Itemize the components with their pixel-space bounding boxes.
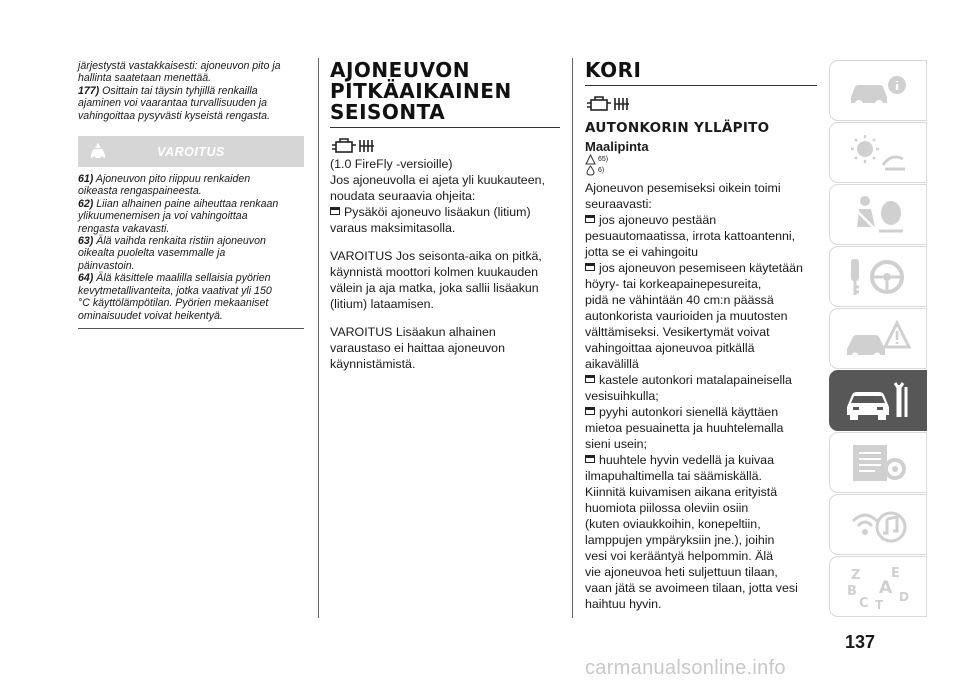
bullet-item (585, 404, 817, 420)
battery-bullet-icon (330, 207, 340, 215)
right-column (585, 60, 817, 612)
text-line: Liian alhainen paine aiheuttaa renkaan (96, 197, 279, 210)
tab-multimedia[interactable] (829, 494, 927, 555)
title-line: SEISONTA (330, 100, 446, 124)
text-line: käynnistä moottori kolmen kuukauden (330, 265, 539, 279)
reference-note (585, 154, 817, 165)
text-line: järjestystä vastakkaisesti: ajoneuvon pito ja (78, 60, 281, 72)
warning-item (78, 173, 304, 198)
note-number: 177) (78, 84, 100, 97)
reference-number: 6) (598, 167, 605, 174)
text-line: mietoa pesuainetta ja huuhtelemalla (585, 421, 784, 435)
text-line: oikealta puolelta vasemmalle ja (78, 247, 226, 260)
text-line: autonkorista vaurioiden ja muutosten (585, 309, 788, 323)
watermark: carmanualsonline.info (585, 657, 786, 679)
index-letter: D (899, 589, 909, 604)
intro-text (78, 60, 304, 85)
text-line: seuraavasti: (585, 197, 652, 211)
column-divider (572, 58, 573, 618)
tab-maintenance[interactable] (829, 370, 927, 431)
text-line: pyyhi autonkori sienellä käyttäen (599, 405, 779, 419)
airbag-seatbelt-icon (843, 191, 913, 239)
tab-starting-driving[interactable] (829, 246, 927, 307)
index-letter: E (891, 565, 900, 581)
washing-instructions (585, 180, 817, 612)
warning-item (78, 235, 304, 272)
text-line: Ajoneuvon pesemiseksi oikein toimi (585, 181, 781, 195)
warning-item (78, 198, 304, 235)
text-line: jos ajoneuvon pesemiseen käytetään (599, 261, 803, 275)
title-line: AJONEUVON (330, 58, 470, 82)
bullet-icon (585, 375, 595, 383)
text-line: pesuautomaatissa, irrota kattoantenni, (585, 229, 796, 243)
text-line: höyry- tai korkeapainepesureita, (585, 277, 762, 291)
warning-triangle-icon (585, 154, 596, 165)
text-line: jotta se ei vahingoitu (585, 245, 698, 259)
text-line: oikeasta rengaspaineesta. (78, 185, 202, 198)
text-line: vie ajoneuvoa heti suljettuun tilaan, (585, 565, 778, 579)
text-line: kastele autonkori matalapaineisella (599, 373, 792, 387)
bullet-item (585, 260, 817, 276)
tab-car-info[interactable] (829, 60, 927, 121)
text-line: noudata seuraavia ohjeita: (330, 189, 476, 203)
chapter-tabs (829, 60, 927, 618)
text-line: ilmapuhaltimella tai säämiskällä. (585, 469, 762, 483)
text-line: haihtuu hyvin. (585, 597, 662, 611)
index-letter: B (847, 583, 857, 599)
warning-list (78, 173, 304, 322)
text-line: välttämiseksi. Vesikertymät voivat (585, 325, 770, 339)
tab-technical-data[interactable] (829, 432, 927, 493)
text-line: vesi voi kerääntyä helpommin. Älä (585, 549, 774, 563)
text-line: Ajoneuvon pito riippuu renkaiden (95, 173, 251, 186)
tab-emergency[interactable] (829, 308, 927, 369)
text-line: hallinta saatetaan menettää. (78, 72, 212, 85)
warning-end-rule (78, 328, 304, 329)
text-line: lamppujen ympäryksiin jne.), joihin (585, 533, 775, 547)
emergency-warning-icon (843, 315, 913, 363)
text-line: aikavälillä (585, 357, 639, 371)
bullet-icon (585, 407, 595, 415)
text-line: Pysäköi ajoneuvo lisäakun (litium) (344, 205, 531, 219)
index-letter: C (859, 595, 869, 611)
column-divider (318, 58, 319, 618)
reference-number: 65) (598, 156, 609, 163)
warning-number: 62) (78, 197, 94, 210)
text-line: käynnistämistä. (330, 357, 416, 371)
text-line: vahingoittaa ajoneuvoa pitkällä (585, 341, 755, 355)
bullet-item (585, 212, 817, 228)
section-title (330, 60, 560, 123)
car-info-icon (843, 67, 913, 115)
title-line: PITKÄAIKAINEN (330, 79, 512, 103)
text-line: Älä käsittele maalilla sellaisia pyörien (96, 272, 271, 285)
text-line: vahingoittaa pysyvästi kyseistä rengasta. (78, 109, 270, 122)
page-number: 137 (845, 632, 876, 652)
engine-version-icon (330, 136, 378, 156)
warning-number: 61) (78, 173, 94, 186)
environment-drop-icon (585, 165, 596, 176)
subsection-title: AUTONKORIN YLLÄPITO (585, 120, 770, 136)
bullet-icon (585, 263, 595, 271)
text-line: Jos ajoneuvolla ei ajeta yli kuukauteen, (330, 173, 545, 187)
text-line: päinvastoin. (78, 259, 135, 272)
text-line: pidä ne vähintään 40 cm:n päässä (585, 293, 774, 307)
text-line: ajaminen voi vaarantaa turvallisuuden ja (78, 97, 268, 110)
section-title: KORI (585, 58, 642, 82)
bullet-item (330, 204, 560, 220)
warning-header (78, 136, 304, 167)
left-column (78, 60, 304, 329)
bullet-icon (585, 215, 595, 223)
text-line: varaus maksimitasolla. (330, 221, 456, 235)
text-line: VAROITUS Jos seisonta-aika on pitkä, (330, 249, 542, 263)
index-letter: T (875, 597, 884, 611)
tab-dashboard[interactable] (829, 122, 927, 183)
paint-heading: Maalipinta (585, 139, 649, 154)
warning-title: VAROITUS (157, 144, 225, 159)
text-line: vaan jätä se avoimeen tilaan, jotta vesi (585, 581, 798, 595)
text-line: Älä vaihda renkaita ristiin ajoneuvon (96, 235, 266, 248)
title-rule (330, 127, 560, 128)
bullet-item (585, 452, 817, 468)
text-line: jos ajoneuvo pestään (599, 213, 717, 227)
reference-note (585, 165, 817, 176)
technical-data-icon (843, 439, 913, 487)
multimedia-icon (843, 501, 913, 549)
index-icon (843, 563, 913, 611)
car-maintenance-icon (843, 377, 913, 425)
tab-safety[interactable] (829, 184, 927, 245)
text-line: rengasta vakavasti. (78, 222, 170, 235)
warning-number: 63) (78, 235, 94, 248)
tab-index[interactable] (829, 556, 927, 617)
text-line: (1.0 FireFly -versioille) (330, 157, 453, 171)
text-line: välein ja aja matka, joka sallii lisäakun (330, 281, 539, 295)
warning-item (78, 272, 304, 322)
bullet-icon (585, 455, 595, 463)
car-warning-icon (88, 142, 108, 162)
warning-number: 64) (78, 272, 94, 285)
title-rule (585, 85, 817, 86)
text-line: huuhtele hyvin vedellä ja kuivaa (599, 453, 774, 467)
text-line: (litium) lataamisen. (330, 297, 434, 311)
text-line: °C käyttölämpötilan. Pyörien mekaaniset (78, 297, 269, 310)
text-line: (kuten oviaukkoihin, konepeltiin, (585, 517, 761, 531)
storage-instructions (330, 156, 560, 372)
dashboard-lights-icon (843, 129, 913, 177)
engine-version-icon (585, 94, 633, 114)
text-line: ylikuumenemisen ja voi vahingoittaa (78, 210, 248, 223)
text-line: vesisuihkulla; (585, 389, 659, 403)
text-line: huomiota piilossa oleviin osiin (585, 501, 749, 515)
index-letter: Z (851, 567, 861, 583)
text-line: varaustaso ei haittaa ajoneuvon (330, 341, 505, 355)
bullet-item (585, 372, 817, 388)
key-steering-wheel-icon (843, 253, 913, 301)
index-letter: A (879, 577, 893, 598)
note-177 (78, 85, 304, 122)
middle-column (330, 60, 560, 372)
text-line: kevytmetallivanteita, jotka vaativat yli 150 (78, 284, 272, 297)
text-line: VAROITUS Lisäakun alhainen (330, 325, 496, 339)
text-line: sieni usein; (585, 437, 647, 451)
text-line: Kiinnitä kuivamisen aikana erityistä (585, 485, 778, 499)
text-line: Osittain tai täysin tyhjillä renkailla (102, 84, 258, 97)
text-line: ominaisuudet voivat heikentyä. (78, 309, 223, 322)
